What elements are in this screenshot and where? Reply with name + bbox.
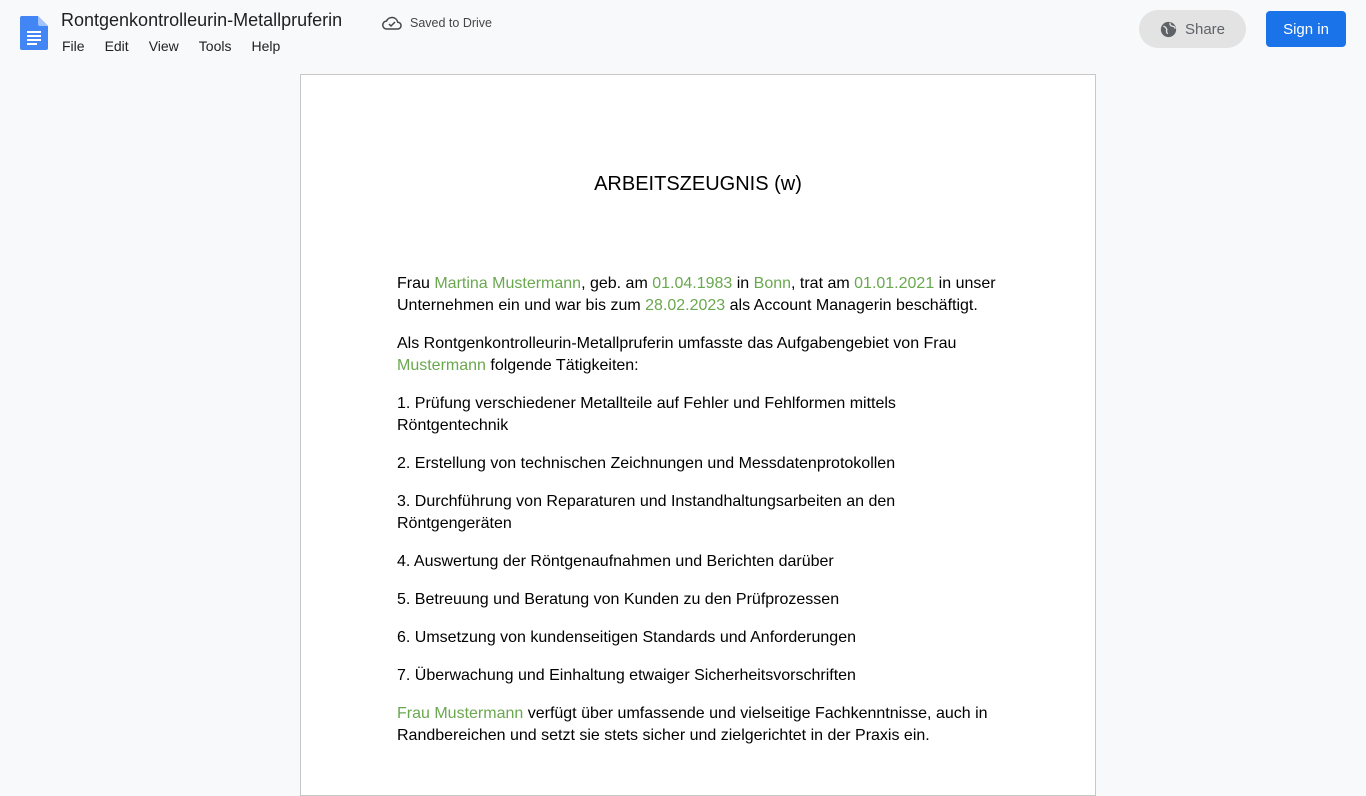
text-run: , trat am [791,275,855,292]
text-run: , geb. am [581,275,653,292]
save-status[interactable] [382,14,492,32]
menu-edit[interactable]: Edit [104,38,129,54]
document-title[interactable]: Rontgenkontrolleurin-Metallpruferin [61,10,343,30]
text-run: Frau [397,275,435,292]
end-date: 28.02.2023 [645,297,726,314]
globe-icon [1160,21,1177,38]
employee-surname: Mustermann [397,357,486,374]
menu-file[interactable]: File [62,38,85,54]
birth-date: 01.04.1983 [652,275,733,292]
document-heading: ARBEITSZEUGNIS (w) [594,173,802,195]
text-run: folgende Tätigkeiten: [485,357,639,374]
text-run: in [732,275,754,292]
share-label: Share [1184,20,1226,38]
sign-in-button[interactable]: Sign in [1266,11,1346,47]
task-item: 2. Erstellung von technischen Zeichnungen und Messdatenprotokollen [397,455,896,472]
task-item: 6. Umsetzung von kundenseitigen Standards und Anforderungen [397,629,856,646]
birth-city: Bonn [753,275,792,292]
text-run: verfügt über umfassende und vielseitige Fachkenntnisse, auch in Randbereichen und setzt sie stets sicher und zielgerichtet in der Praxis ein. [397,705,988,744]
menu-tools[interactable]: Tools [198,38,232,54]
text-run: als Account Managerin beschäftigt. [725,297,978,314]
document-body [397,273,1007,763]
top-bar [0,0,1366,64]
start-date: 01.01.2021 [854,275,935,292]
share-button[interactable] [1139,10,1246,48]
intro-paragraph [397,273,1007,317]
cloud-done-icon [382,16,402,30]
text-run: in unser Unternehmen ein und war bis zum [397,275,996,314]
task-item: 4. Auswertung der Röntgenaufnahmen und Berichten darüber [397,553,834,570]
menu-help[interactable]: Help [251,38,281,54]
google-docs-icon[interactable] [20,16,48,50]
task-item: 3. Durchführung von Reparaturen und Instandhaltungsarbeiten an den Röntgengeräten [397,493,896,532]
tasks-intro-paragraph [397,333,1007,377]
employee-name: Martina Mustermann [434,275,582,292]
menu-bar [52,37,290,55]
skills-paragraph [397,703,1007,747]
employee-name-ref: Frau Mustermann [397,705,524,722]
task-item: 7. Überwachung und Einhaltung etwaiger Sicherheitsvorschriften [397,667,856,684]
task-item: 1. Prüfung verschiedener Metallteile auf Fehler und Fehlformen mittels Röntgentechnik [397,395,896,434]
saved-label: Saved to Drive [410,16,492,30]
task-item: 5. Betreuung und Beratung von Kunden zu den Prüfprozessen [397,591,840,608]
document-page[interactable] [300,74,1096,796]
menu-view[interactable]: View [148,38,179,54]
text-run: Als Rontgenkontrolleurin-Metallpruferin umfasste das Aufgabengebiet von Frau [397,335,957,352]
